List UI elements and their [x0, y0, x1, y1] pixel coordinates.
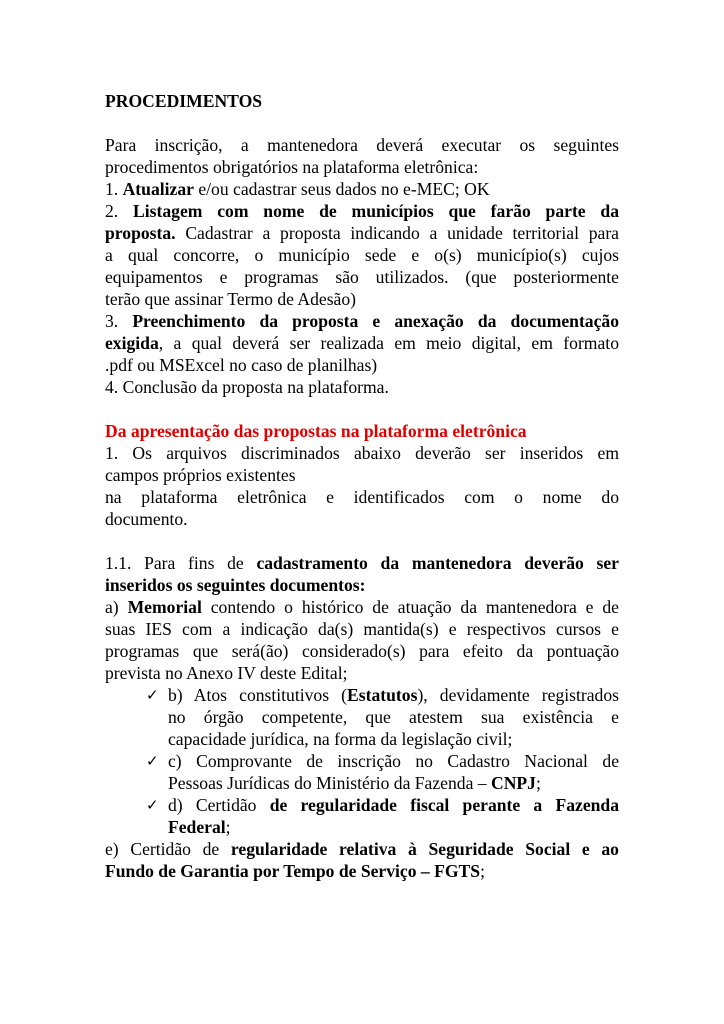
step-1: 1. Atualizar e/ou cadastrar seus dados no e-MEC; OK	[105, 179, 490, 199]
checkmark-icon: ✓	[146, 752, 159, 770]
checklist	[105, 684, 619, 838]
step-3: 3. Preenchimento da proposta e anexação da documentação exigida, a qual deverá ser realizada em meio digital, em formato .pdf ou MSExcel no caso de planilhas)	[105, 311, 620, 375]
document-body	[105, 90, 619, 882]
step-2: 2. Listagem com nome de municípios que farão parte da proposta. Cadastrar a proposta indicando a unidade territorial para a qual concorre, o município sede e o(s) município(s) cujos equipamentos e programas são utilizados. (que posteriormente terão que assinar Termo de Adesão)	[105, 201, 620, 309]
checkmark-icon: ✓	[146, 686, 159, 704]
item-a-memorial: a) Memorial contendo o histórico de atuação da mantenedora e de suas IES com a indicação da(s) mantida(s) e respectivos cursos e programas que será(ão) considerado(s) para efeito da pontuação prevista no Anexo IV deste Edital;	[105, 597, 619, 683]
check-item-d: ✓ d) Certidão de regularidade fiscal perante a Fazenda Federal;	[146, 795, 619, 837]
item-e-fgts: e) Certidão de regularidade relativa à Seguridade Social e ao Fundo de Garantia por Tempo de Serviço – FGTS;	[105, 839, 619, 881]
section-paragraph-arquivos: 1. Os arquivos discriminados abaixo deverão ser inseridos em campos próprios existentes na plataforma eletrônica e identificados com o nome do documento.	[105, 443, 619, 529]
intro-line: Para inscrição, a mantenedora deverá executar os seguintes	[105, 135, 619, 155]
section-heading-procedimentos: PROCEDIMENTOS	[105, 91, 263, 111]
intro-line: procedimentos obrigatórios na plataforma eletrônica:	[105, 157, 479, 177]
step-4: 4. Conclusão da proposta na plataforma.	[105, 377, 389, 397]
section-heading-propostas: Da apresentação das propostas na plataforma eletrônica	[105, 421, 527, 441]
subsection-1-1: 1.1. Para fins de cadastramento da mantenedora deverão ser inseridos os seguintes documentos:	[105, 553, 619, 595]
intro-paragraph	[105, 134, 619, 178]
checkmark-icon: ✓	[146, 796, 159, 814]
check-item-c: ✓ c) Comprovante de inscrição no Cadastro Nacional de Pessoas Jurídicas do Ministério da Fazenda – CNPJ;	[146, 751, 619, 793]
check-item-b: ✓ b) Atos constitutivos (Estatutos), devidamente registrados no órgão competente, que atestem sua existência e capacidade jurídica, na forma da legislação civil;	[146, 685, 619, 749]
